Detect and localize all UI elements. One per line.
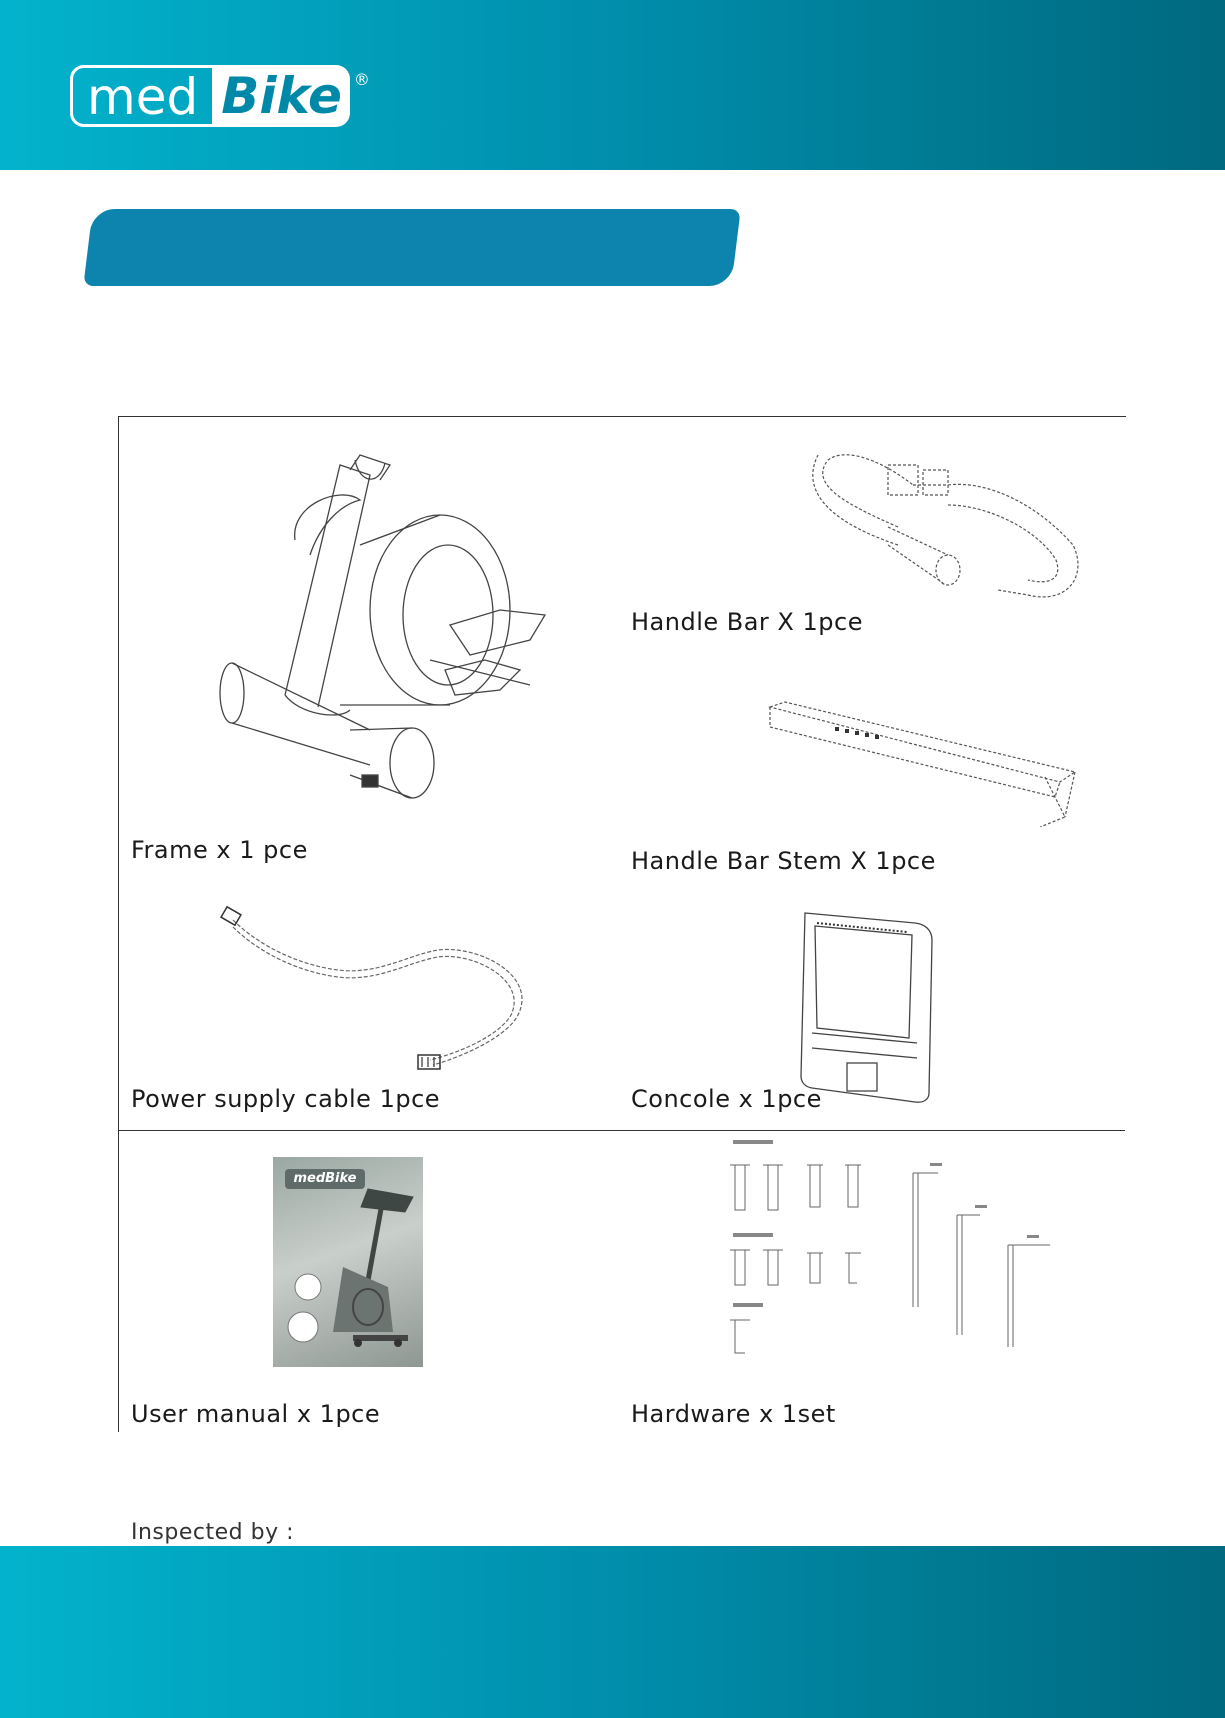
section-banner [83, 209, 740, 286]
logo-med-text: med [70, 65, 215, 127]
handle-bar-icon [808, 445, 1088, 615]
user-manual-icon [273, 1157, 423, 1367]
frame-label: Frame x 1 pce [131, 836, 308, 864]
inspected-by-label: Inspected by : [131, 1520, 294, 1545]
power-cable-icon [218, 905, 548, 1075]
power-cable-label: Power supply cable 1pce [131, 1085, 441, 1113]
registered-mark: ® [353, 69, 370, 89]
logo-bike-text: Bike [215, 65, 350, 127]
hardware-icon [725, 1135, 1055, 1360]
console-icon [797, 908, 937, 1103]
user-manual-label: User manual x 1pce [131, 1400, 381, 1428]
header-bar [0, 0, 1225, 170]
handle-bar-stem-icon [765, 697, 1085, 827]
footer-bar [0, 1546, 1225, 1718]
manual-cover-logo: medBike [285, 1169, 365, 1189]
medbike-logo [70, 63, 370, 129]
handle-bar-stem-label: Handle Bar Stem X 1pce [631, 847, 936, 875]
console-label: Concole x 1pce [631, 1085, 822, 1113]
bike-frame-icon [200, 445, 590, 830]
handle-bar-label: Handle Bar X 1pce [631, 608, 863, 636]
parts-divider [118, 1130, 1125, 1131]
hardware-label: Hardware x 1set [631, 1400, 836, 1428]
